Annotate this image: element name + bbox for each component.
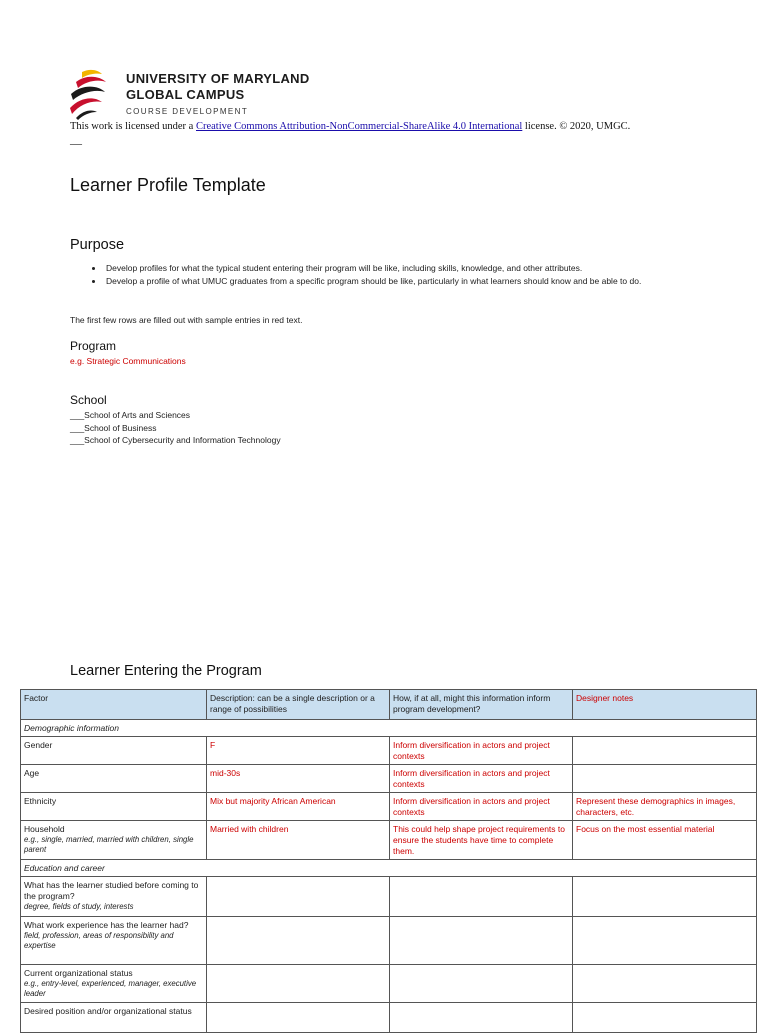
license-prefix: This work is licensed under a <box>70 121 196 132</box>
school-options <box>70 409 281 447</box>
factor-label: What work experience has the learner had? <box>24 920 189 930</box>
purpose-bullet: • Develop a profile of what UMUC graduates from a specific program should be like, particularly in what learners should know and be able to do. <box>104 275 734 288</box>
header-inform: How, if at all, might this information inform program development? <box>390 690 573 720</box>
header-description: Description: can be a single description or a range of possibilities <box>207 690 390 720</box>
program-heading: Program <box>70 339 117 353</box>
inform-cell[interactable]: This could help shape project requirements to ensure the students have time to complete them. <box>390 821 573 860</box>
purpose-bullets <box>70 262 734 287</box>
inform-cell[interactable]: Inform diversification in actors and project contexts <box>390 737 573 765</box>
logo-line-course-development: COURSE DEVELOPMENT <box>126 107 249 116</box>
table-row <box>21 737 757 765</box>
factor-cell <box>21 877 207 917</box>
table-row <box>21 821 757 860</box>
notes-cell[interactable] <box>573 737 757 765</box>
factor-cell: Desired position and/or organizational status <box>21 1003 207 1033</box>
inform-cell[interactable]: Inform diversification in actors and project contexts <box>390 765 573 793</box>
logo-line-university: UNIVERSITY OF MARYLAND <box>126 71 310 86</box>
inform-cell[interactable] <box>390 965 573 1003</box>
notes-cell[interactable] <box>573 917 757 965</box>
section-label: Demographic information <box>21 720 757 737</box>
notes-cell[interactable]: Focus on the most essential material <box>573 821 757 860</box>
school-option-business: ___School of Business <box>70 422 157 433</box>
description-cell[interactable] <box>207 917 390 965</box>
learner-profile-table <box>20 689 757 1033</box>
school-option-cybersecurity: ___School of Cybersecurity and Information Technology <box>70 435 281 445</box>
factor-hint: e.g., entry-level, experienced, manager, executive leader <box>24 979 197 998</box>
factor-label: What has the learner studied before coming to the program? <box>24 880 199 901</box>
notes-cell[interactable] <box>573 1003 757 1033</box>
purpose-bullet: • Develop profiles for what the typical student entering their program will be like, including skills, knowledge, and other attributes. <box>104 262 734 275</box>
factor-hint: e.g., single, married, married with children, single parent <box>24 835 194 854</box>
description-cell[interactable]: F <box>207 737 390 765</box>
notes-cell[interactable] <box>573 965 757 1003</box>
factor-hint: degree, fields of study, interests <box>24 902 134 911</box>
school-option-arts-sciences: ___School of Arts and Sciences <box>70 410 191 420</box>
inform-cell[interactable] <box>390 917 573 965</box>
umgc-swoosh-icon <box>68 68 120 120</box>
logo-line-global-campus: GLOBAL CAMPUS <box>126 87 245 102</box>
factor-cell: Age <box>21 765 207 793</box>
notes-cell[interactable] <box>573 877 757 917</box>
factor-label: Current organizational status <box>24 968 133 978</box>
factor-label: Household <box>24 824 65 834</box>
inform-cell[interactable]: Inform diversification in actors and project contexts <box>390 793 573 821</box>
table-row <box>21 965 757 1003</box>
table-row <box>21 793 757 821</box>
description-cell[interactable]: mid-30s <box>207 765 390 793</box>
sample-entries-note: The first few rows are filled out with sample entries in red text. <box>70 315 303 325</box>
creative-commons-link[interactable]: Creative Commons Attribution-NonCommercial-ShareAlike 4.0 International <box>195 121 523 132</box>
inform-cell[interactable] <box>390 877 573 917</box>
section-label: Education and career <box>21 860 757 877</box>
header-designer-notes: Designer notes <box>573 690 757 720</box>
program-example: e.g. Strategic Communications <box>70 356 186 366</box>
factor-cell <box>21 965 207 1003</box>
factor-hint: field, profession, areas of responsibility and expertise <box>24 931 174 950</box>
header-factor: Factor <box>21 690 207 720</box>
purpose-heading: Purpose <box>70 237 125 253</box>
description-cell[interactable] <box>207 965 390 1003</box>
factor-cell <box>21 917 207 965</box>
factor-cell: Ethnicity <box>21 793 207 821</box>
school-heading: School <box>70 393 107 407</box>
table-row <box>21 1003 757 1033</box>
document-title: Learner Profile Template <box>70 175 266 195</box>
umgc-logo <box>68 68 328 120</box>
learner-entering-heading: Learner Entering the Program <box>70 663 262 679</box>
description-cell[interactable]: Mix but majority African American <box>207 793 390 821</box>
section-row-education <box>21 860 757 877</box>
table-row <box>21 765 757 793</box>
notes-cell[interactable] <box>573 765 757 793</box>
notes-cell[interactable]: Represent these demographics in images, characters, etc. <box>573 793 757 821</box>
description-cell[interactable] <box>207 877 390 917</box>
factor-cell <box>21 821 207 860</box>
section-row-demographic <box>21 720 757 737</box>
separator-dash: — <box>70 136 82 150</box>
factor-cell: Gender <box>21 737 207 765</box>
description-cell[interactable] <box>207 1003 390 1033</box>
inform-cell[interactable] <box>390 1003 573 1033</box>
license-suffix: license. © 2020, UMGC. <box>522 121 631 132</box>
license-statement <box>70 121 710 132</box>
table-row <box>21 917 757 965</box>
table-row <box>21 877 757 917</box>
description-cell[interactable]: Married with children <box>207 821 390 860</box>
table-header-row <box>21 690 757 720</box>
